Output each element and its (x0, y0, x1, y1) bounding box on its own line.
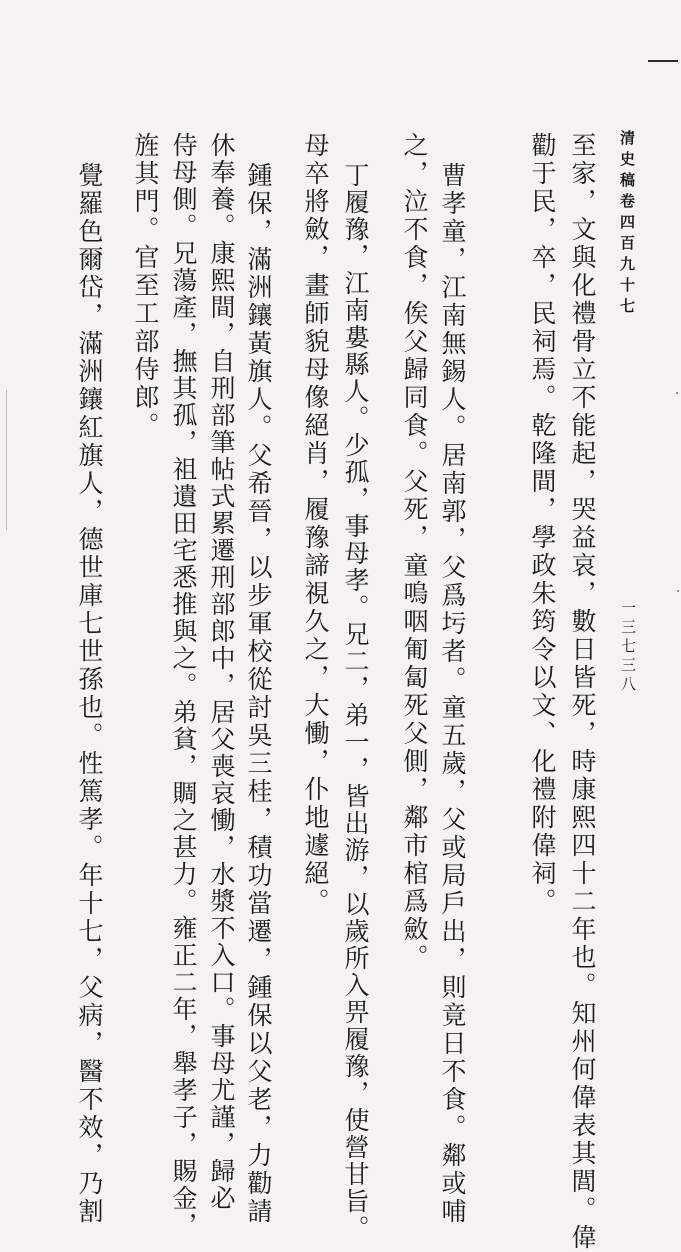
text-column-9: 侍母側。兄蕩產，撫其孤，祖遺田宅悉推與之。弟貧，賙之甚力。雍正二年，舉孝子，賜金， (169, 132, 198, 1239)
text-column-2: 勸于民，卒，民祠焉。乾隆間，學政朱筠令以文、化禮附偉祠。 (528, 132, 557, 916)
text-column-3: 曹孝童，江南無錫人。居南郭，父爲圬者。童五歲，父或局戶出，則竟日不食。鄰或哺 (438, 162, 467, 1226)
page-number: 一三七三八 (619, 600, 637, 695)
text-column-7: 鍾保，滿洲鑲黃旗人。父希晉，以步軍校從討吳三桂，積功當遷，鍾保以父老，力勸請 (244, 162, 273, 1226)
top-rule (648, 60, 678, 62)
text-column-11: 覺羅色爾岱，滿洲鑲紅旗人，德世庫七世孫也。性篤孝。年十七，父病，醫不效，乃割 (75, 162, 104, 1226)
text-column-1: 至家，文與化禮骨立不能起，哭益哀，數日皆死，時康熙四十二年也。知州何偉表其閭。偉 (568, 132, 597, 1252)
scan-edge-mark (6, 390, 7, 530)
scan-speck (676, 392, 678, 394)
text-column-8: 休奉養。康熙間，自刑部筆帖式累遷刑部郎中，居父喪哀慟，水漿不入口。事母尤謹，歸必 (207, 132, 236, 1212)
text-column-10: 旌其門。官至工部侍郎。 (131, 132, 160, 440)
scan-speck (677, 590, 679, 592)
running-title: 清史稿卷四百九十七 (618, 130, 636, 319)
text-column-4: 之，泣不食，俟父歸同食。父死，童嗚咽匍匐死父側，鄰市棺爲斂。 (400, 132, 429, 972)
text-column-5: 丁履豫，江南婁縣人。少孤，事母孝。兄二，弟一，皆出游，以歲所入畀履豫，使營甘旨。 (341, 162, 370, 1242)
text-column-6: 母卒將斂，畫師貌母像絕肖，履豫諦視久之，大慟，仆地遽絕。 (301, 132, 330, 916)
